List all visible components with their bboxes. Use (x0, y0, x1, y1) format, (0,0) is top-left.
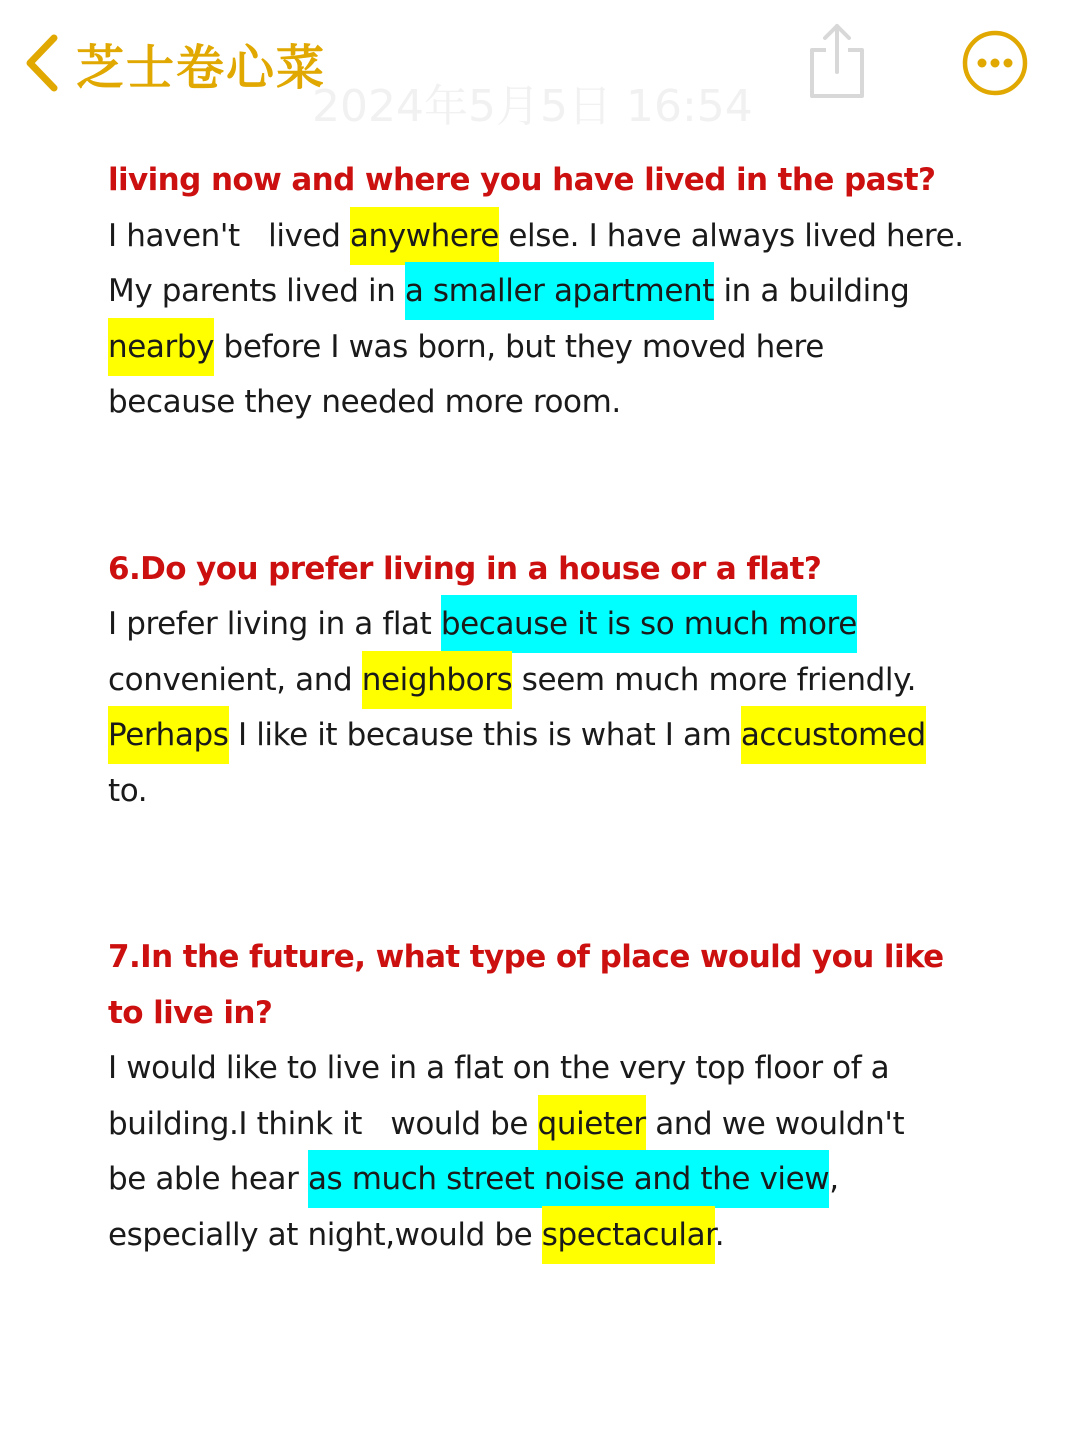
highlight-yellow: accustomed (741, 706, 926, 764)
highlight-yellow: Perhaps (108, 706, 229, 764)
highlight-cyan: because it is so much more (441, 595, 857, 653)
text: be able hear (108, 1161, 308, 1197)
text: , (829, 1161, 839, 1197)
note-body (108, 153, 1008, 1263)
question-heading: living now and where you have lived in the past? (108, 162, 936, 198)
highlight-cyan: a smaller apartment (405, 262, 714, 320)
highlight-yellow: nearby (108, 318, 214, 376)
highlight-yellow: neighbors (362, 651, 513, 709)
chevron-left-icon (22, 32, 62, 94)
more-button[interactable] (962, 30, 1028, 96)
note-timestamp: 2024年5月5日 16:54 (312, 81, 753, 132)
answer-line (108, 708, 1008, 764)
answer-line (108, 597, 1008, 653)
answer-line (108, 1152, 1008, 1208)
question-heading: to live in? (108, 994, 273, 1031)
highlight-yellow: anywhere (350, 207, 499, 265)
text: before I was born, but they moved here (214, 328, 824, 365)
text: I prefer living in a flat (108, 606, 441, 642)
paragraph-gap (108, 431, 1008, 542)
text: I would like to live in a flat on the very top floor of a (108, 1050, 890, 1086)
answer-line (108, 1097, 1008, 1153)
text: in a building (714, 273, 910, 309)
text: convenient, and (108, 661, 362, 698)
back-label: 芝士卷心菜 (76, 39, 327, 96)
text: building.I think it would be (108, 1105, 538, 1142)
text: because they needed more room. (108, 384, 621, 420)
answer-line (108, 1208, 1008, 1264)
answer-line (108, 1041, 1008, 1097)
paragraph-gap (108, 819, 1008, 930)
more-icon (962, 81, 1028, 100)
answer-line (108, 764, 1008, 820)
nav-bar (0, 0, 1080, 130)
text: My parents lived in (108, 273, 405, 309)
highlight-yellow: quieter (538, 1095, 646, 1153)
text: . (714, 1216, 725, 1253)
text: and we wouldn't (645, 1105, 905, 1142)
text: to. (108, 772, 148, 809)
question-heading: 7.In the future, what type of place would you like (108, 939, 944, 975)
answer-line (108, 653, 1008, 709)
answer-line (108, 375, 1008, 431)
share-icon (804, 85, 870, 104)
answer-line (108, 209, 1008, 265)
answer-line (108, 320, 1008, 376)
share-button[interactable] (804, 22, 870, 100)
highlight-yellow: spectacular (542, 1206, 715, 1264)
highlight-cyan: as much street noise and the view (308, 1150, 829, 1208)
text: especially at night,would be (108, 1216, 542, 1253)
text: I like it because this is what I am (228, 717, 741, 753)
text: I haven't lived (108, 217, 350, 254)
text: seem much more friendly. (512, 661, 917, 698)
back-button[interactable] (22, 30, 326, 96)
answer-line (108, 264, 1008, 320)
question-heading: 6.Do you prefer living in a house or a flat? (108, 550, 822, 587)
text: else. I have always lived here. (498, 217, 964, 254)
